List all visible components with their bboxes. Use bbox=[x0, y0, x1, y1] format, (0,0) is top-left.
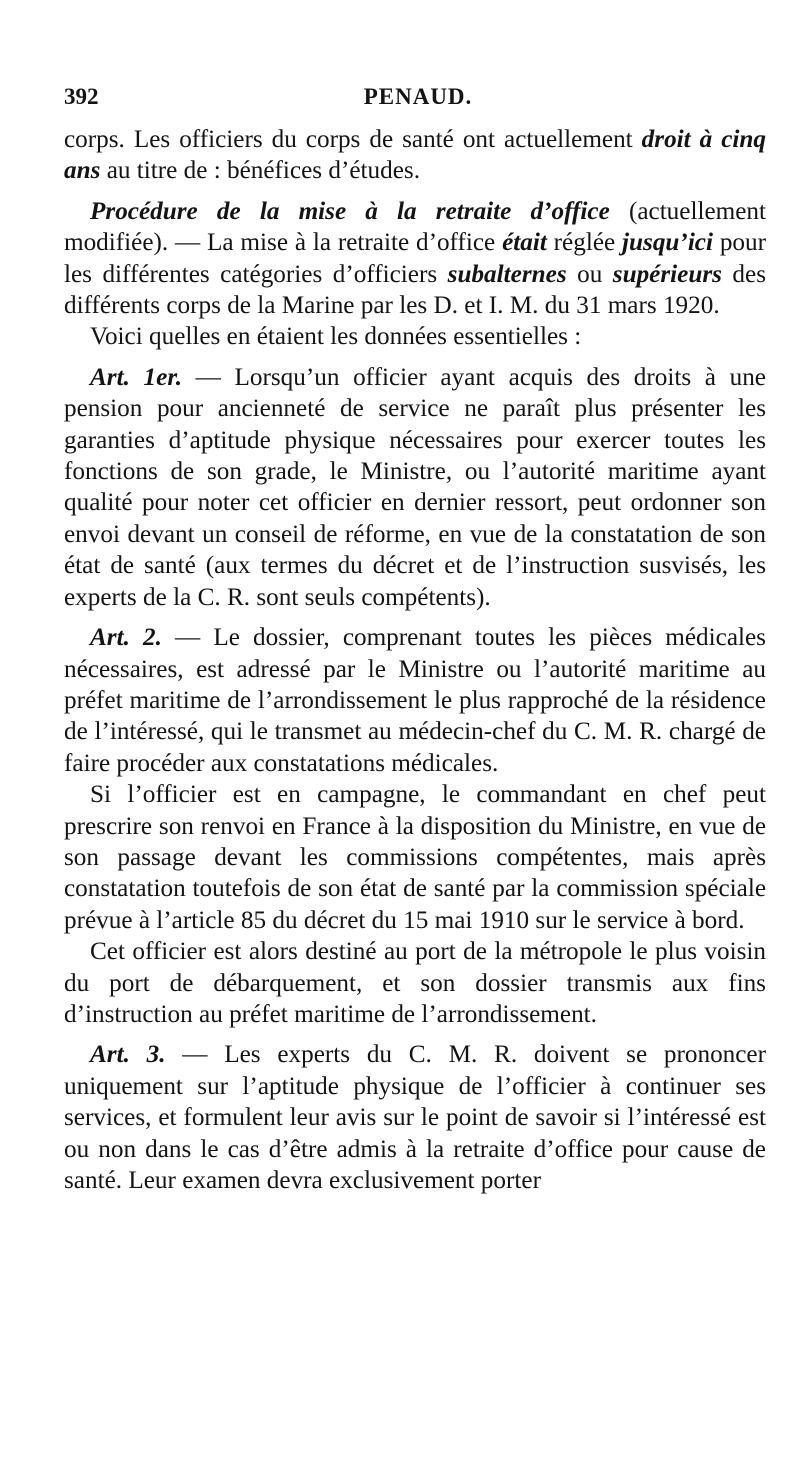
emphasis-run: supérieurs bbox=[612, 260, 722, 288]
paragraph-2 bbox=[64, 196, 766, 322]
paragraph-1 bbox=[64, 124, 766, 187]
emphasis-run: était bbox=[502, 229, 547, 257]
body-text bbox=[64, 124, 766, 1196]
article-2 bbox=[64, 622, 766, 779]
text-run: (actuellement modifiée). — La mise à la retraite d’office bbox=[64, 197, 766, 257]
section-heading: Procédure de la mise à la retraite d’office bbox=[90, 197, 610, 225]
running-head: PENAUD. bbox=[363, 84, 473, 109]
text-run: pour les différentes catégories d’officiers bbox=[64, 229, 766, 288]
article-3 bbox=[64, 1039, 766, 1196]
page-number: 392 bbox=[64, 84, 99, 109]
text-run: — Lorsqu’un officier ayant acquis des droits à une pension pour ancienneté de service ne paraît plus présenter les garanties d’aptitude physique nécessaires pour exercer toutes les fonctions de son grade, le Ministre, ou l’autorité maritime ayant qualité pour noter cet officier en dernier ressort, peut ordonner son envoi devant un conseil de réforme, en vue de la constatation de son état de santé (aux termes du décret et de l’instruction susvisés, les experts de la C. R. sont seuls compétents). bbox=[64, 363, 766, 611]
text-run: — Le dossier, comprenant toutes les pièces médicales nécessaires, est adressé par le Ministre ou l’autorité maritime au préfet maritime de l’arrondissement le plus rapproché de la résidence de l’intéressé, qui le transmet au médecin-chef du C. M. R. chargé de faire procéder aux constatations médicales. bbox=[64, 624, 766, 777]
paragraph-port bbox=[64, 936, 766, 1030]
article-1 bbox=[64, 362, 766, 613]
emphasis-run: subalternes bbox=[447, 260, 567, 288]
text-run: réglée bbox=[546, 229, 623, 257]
paragraph-campaign bbox=[64, 779, 766, 936]
article-label: Art. 2. bbox=[90, 624, 162, 652]
article-label: Art. 1er. bbox=[90, 363, 183, 391]
text-run: Si l’officier est en campagne, le commandant en chef peut prescrire son renvoi en France à la disposition du Ministre, en vue de son passage devant les commissions compétentes, mais après constatation toutefois de son état de santé par la commission spéciale prévue à l’article 85 du décret du 15 mai 1910 sur le service à bord. bbox=[64, 781, 766, 934]
emphasis-run: droit à cinq ans bbox=[64, 126, 766, 185]
page-header bbox=[64, 84, 772, 116]
text-run: au titre de : bénéfices d’études. bbox=[100, 157, 421, 185]
text-run: — Les experts du C. M. R. doivent se prononcer uniquement sur l’aptitude physique de l’officier à continuer ses services, et formulent leur avis sur le point de savoir si l’intéressé est ou non dans le cas d’être admis à la retraite d’office pour cause de santé. Leur examen devra exclusivement porter bbox=[64, 1041, 767, 1194]
text-run: des différents corps de la Marine par les D. et I. M. du 31 mars 1920. bbox=[64, 260, 767, 320]
paragraph-3 bbox=[64, 321, 766, 352]
emphasis-run: jusqu’ici bbox=[622, 229, 713, 257]
article-label: Art. 3. bbox=[90, 1041, 166, 1069]
text-run: corps. Les officiers du corps de santé ont actuellement bbox=[64, 126, 642, 153]
text-run: ou bbox=[566, 260, 613, 288]
text-run: Voici quelles en étaient les données essentielles : bbox=[90, 323, 582, 351]
text-run: Cet officier est alors destiné au port de la métropole le plus voisin du port de débarquement, et son dossier transmis aux fins d’instruction au préfet maritime de l’arrondissement. bbox=[64, 938, 766, 1028]
